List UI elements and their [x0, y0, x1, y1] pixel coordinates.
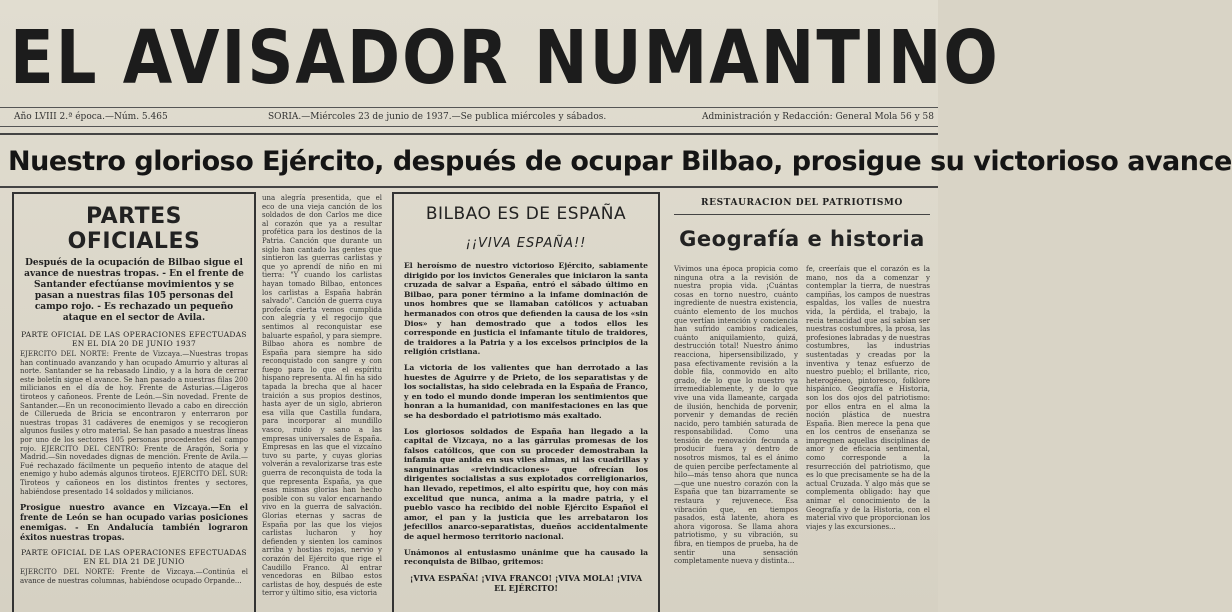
bilbao-paragraph: Los gloriosos soldados de España han llegado a la capital de Vizcaya, no a las gárrulas promesas de los falsos católicos, que con su proceder demostraban la infamia que anida en sus viles almas, ni las cuadrillas y sanguinarias «reivindicaciones» que ofrecían los dirigentes socialistas a sus explotados correligionarios, han llevado, repetimos, el alto espíritu que, hoy con más excelitud que nunca, anima a la madre patria, y el pueblo vasco ha recibido del noble Ejército Español el amor, el pan y la justicia que les arrebataron los jefecillos anarco-separatistas, dueños accidentalmente de aquel hermoso territorio nacional.	[404, 426, 648, 542]
bilbao-title: BILBAO ES DE ESPAÑA	[425, 204, 627, 224]
article-text: fe, creeríais que el corazón es la mano, nos da a comenzar y contemplar la tierra, de nuestras campiñas, los campos de nuestras espaldas, los valles de nuestra vida, la pérdida, el trabajo, la recia tenacidad que así sabían ser nuestras costumbres, la prosa, las profesiones labradas y de nuestras costumbres, las industrias sustentadas y creadas por la inventiva y tenaz esfuerzo de nuestro pueblo; el brillante, rico, heterogéneo, pintoresco, folklore hispánico. Geografía e Historia, son los dos ojos del patriotismo: por ellos entra en el alma la noción plástica de nuestra España. Bien merece la pena que en los centros de enseñanza se impregnen aquellas disciplinas de amor y de eficacia sentimental, como corresponde a la resurrección del patriotismo, que es lo que precisamente se ha de la actual Cruzada. Y algo más que se complementa obligado: hay que animar el conocimiento de la Geografía y de la Historia, con el material vivo que proporcionan los viajes y las excursiones...	[806, 265, 930, 531]
bilbao-paragraph: Unámonos al entusiasmo unánime que ha causado la reconquista de Bilbao, gritemos:	[404, 547, 648, 567]
masthead: EL AVISADOR NUMANTINO	[10, 16, 1000, 102]
article-text: Vivimos una época propicia como ninguna otra a la revisión de nuestra propia vida. ¡Cuántas cosas en torno nuestro, cuánto ingrediente de nuestra existencia, cuánto elemento de los muchos que vertían intención y conciencia han sufrido cambios radicales, cuánto aniquilamiento, quizá, destrucción total! Nuestro ánimo reacciona, hipersensibilizado, y pasa efectivamente revisión a la doble fila, conmovido en alto grado, de lo que lo nuestro ya irremediablemente, y de lo que vive una vida llameante, cargada de ilusión, henchida de porvenir, porvenir y demandas de recién nacido, pero también saturada de responsabilidad. Como una tensión de renovación fecunda a producir fuera y dentro de nosotros mismos, tal es el ánimo de quien percibe perfectamente al hilo—más tenso ahora que nunca—que une nuestro corazón con la España que tan bizarramente se restaura y rejuvenece. Esa vibración que, en tiempos pasados, está latente, ahora es ahora vigorosa. Se llama ahora patriotismo, y su vibración, su fibra, en tiempos de prueba, ha de sentir una sensación completamente nueva y distinta...	[674, 265, 798, 566]
geografia-article	[668, 192, 936, 612]
divider	[0, 133, 938, 135]
partes-lead: Después de la ocupación de Bilbao sigue el avance de nuestras tropas. - En el frente de Santander efectúanse movimientos y se pasan a nuestras filas 105 personas del campo rojo. - Es rechazado un pequeño ataque en el sector de Avila.	[24, 258, 244, 323]
bold-paragraph: Prosigue nuestro avance en Vizcaya.—En el frente de León se han ocupado varias posiciones enemigas. - En Andalucía también lograron éxitos nuestras tropas.	[20, 502, 248, 543]
bilbao-closing: ¡VIVA ESPAÑA! ¡VIVA FRANCO! ¡VIVA MOLA! ¡VIVA EL EJÉRCITO!	[409, 572, 643, 593]
administration-line: Administración y Redacción: General Mola 56 y 58	[702, 112, 934, 122]
carlist-article-column	[258, 192, 386, 612]
issue-number: Año LVIII 2.ª época.—Núm. 5.465	[14, 112, 168, 122]
info-line	[0, 107, 938, 127]
partes-oficiales-box	[12, 192, 256, 612]
section-text: EJERCITO DEL NORTE: Frente de Vizcaya.—Continúa el avance de nuestras columnas, habiéndose ocupado Orpande...	[20, 568, 248, 585]
section-text: EJERCITO DEL NORTE: Frente de Vizcaya.—Nuestras tropas han continuado avanzando y han ocupado Amurrio y alturas al norte. Santander se ha rebasado Lindio, y a la hora de cerrar este boletín sigue el avance. Se han pasado a nuestras filas 200 milicianos en el día de hoy. Frente de Asturias.—Ligeros tiroteos y cañoneos. Frente de León.—Sin novedad. Frente de Santander.—En un reconocimiento llevado a cabo en dirección de Cillerueda de Bricia se encontraron y enterraron por nuestras tropas 31 cadáveres de enemigos y se recogieron algunos fusiles y otro material. Se han pasado a nuestras líneas por uno de los sectores 105 personas procedentes del campo rojo. EJERCITO DEL CENTRO: Frente de Aragón, Soria y Madrid.—Sin novedades dignas de mención. Frente de Avila.—Fué rechazado fácilmente un pequeño intento de ataque del enemigo y hubo además algunos tiroteos. EJERCITO DEL SUR: Tiroteos y cañoneos en los distintos frentes y sectores, habiéndose presentado 14 soldados y milicianos.	[20, 350, 248, 496]
divider	[674, 214, 930, 215]
section-heading: PARTE OFICIAL DE LAS OPERACIONES EFECTUADAS EN EL DIA 21 DE JUNIO	[21, 548, 247, 567]
section-heading: PARTE OFICIAL DE LAS OPERACIONES EFECTUADAS EN EL DIA 20 DE JUNIO 1937	[21, 330, 247, 348]
article-text: una alegría presentida, que el eco de una vieja canción de los soldados de don Carlos me dice al corazón que ya a resultar profética para los destinos de la Patria. Canción que durante un siglo han cantado las gentes que sintieron las guerras carlistas y que yo aprendí de niño en mi tierra: "Y cuando los carlistas hayan tomado Bilbao, entonces los carlistas a España habrán salvado". Canción de guerra cuya profecía cierta vemos cumplida con alegría y el regocijo que sentimos al reconquistar ese baluarte español, y para siempre. Bilbao ahora es nombre de España para siempre ha sido reconquistado con sangre y con fuego para lo que el espíritu hispano representa. Al fin ha sido tapada la brecha que al hacer traición a sus propios destinos, hasta ayer de un siglo, abrieron esa villa que Castilla fundara, para incorporar al mundillo vasco, ruido y sano a las empresas universales de España. Empresas en las que el vizcaíno tuvo su parte, y cuyas glorias volverán a revalorizarse tras este guerra de reconquista de toda la que representa España, ya que esas mismas glorias han hecho posible con su valor encarnando vivo en la guerra de salvación. Glorias eternas y sacras de España por las que los viejos carlistas lucharon y hoy defienden y sienten los caminos arriba y hostias rojas, nervio y corazón del Ejército que rige el Caudillo Franco. Al entrar vencedoras en Bilbao estos carlistas de hoy, después de este terror y último sitio, esa victoria	[262, 194, 382, 598]
bilbao-paragraph: La victoria de los valientes que han derrotado a las huestes de Aguirre y de Prieto, de los separatistas y de los socialistas, ha sido celebrada en la España de Franco, y en todo el mundo donde imperan los sentimientos que honran a la humanidad, con manifestaciones en las que se ha desbordado el patriotismo más exaltado.	[404, 362, 648, 420]
article-title: Geografía e historia	[679, 227, 925, 251]
divider	[0, 186, 938, 188]
bilbao-paragraph: El heroísmo de nuestro victorioso Ejército, sabiamente dirigido por los invictos Generales que iniciaron la santa cruzada de salvar a España, entró el sábado último en Bilbao, para poner término a la infame dominación de unos hombres que se llamaban católicos y actuaban hermanados con otros que defienden la causa de los «sin Dios» y han demostrado que a todos ellos les corresponde en justicia el infamante título de traidores, de traidores a la Patria y a los excelsos principios de la religión cristiana.	[404, 261, 648, 357]
article-kicker: RESTAURACION DEL PATRIOTISMO	[701, 198, 903, 208]
bilbao-box	[392, 192, 660, 612]
article-body	[674, 265, 930, 566]
date-line: SORIA.—Miércoles 23 de junio de 1937.—Se publica miércoles y sábados.	[268, 112, 607, 122]
partes-oficiales-title: PARTES OFICIALES	[67, 204, 201, 254]
viva-espana-subtitle: ¡¡VIVA ESPAÑA!!	[465, 236, 587, 251]
main-headline: Nuestro glorioso Ejército, después de ocupar Bilbao, prosigue su victorioso avance	[8, 146, 1232, 177]
